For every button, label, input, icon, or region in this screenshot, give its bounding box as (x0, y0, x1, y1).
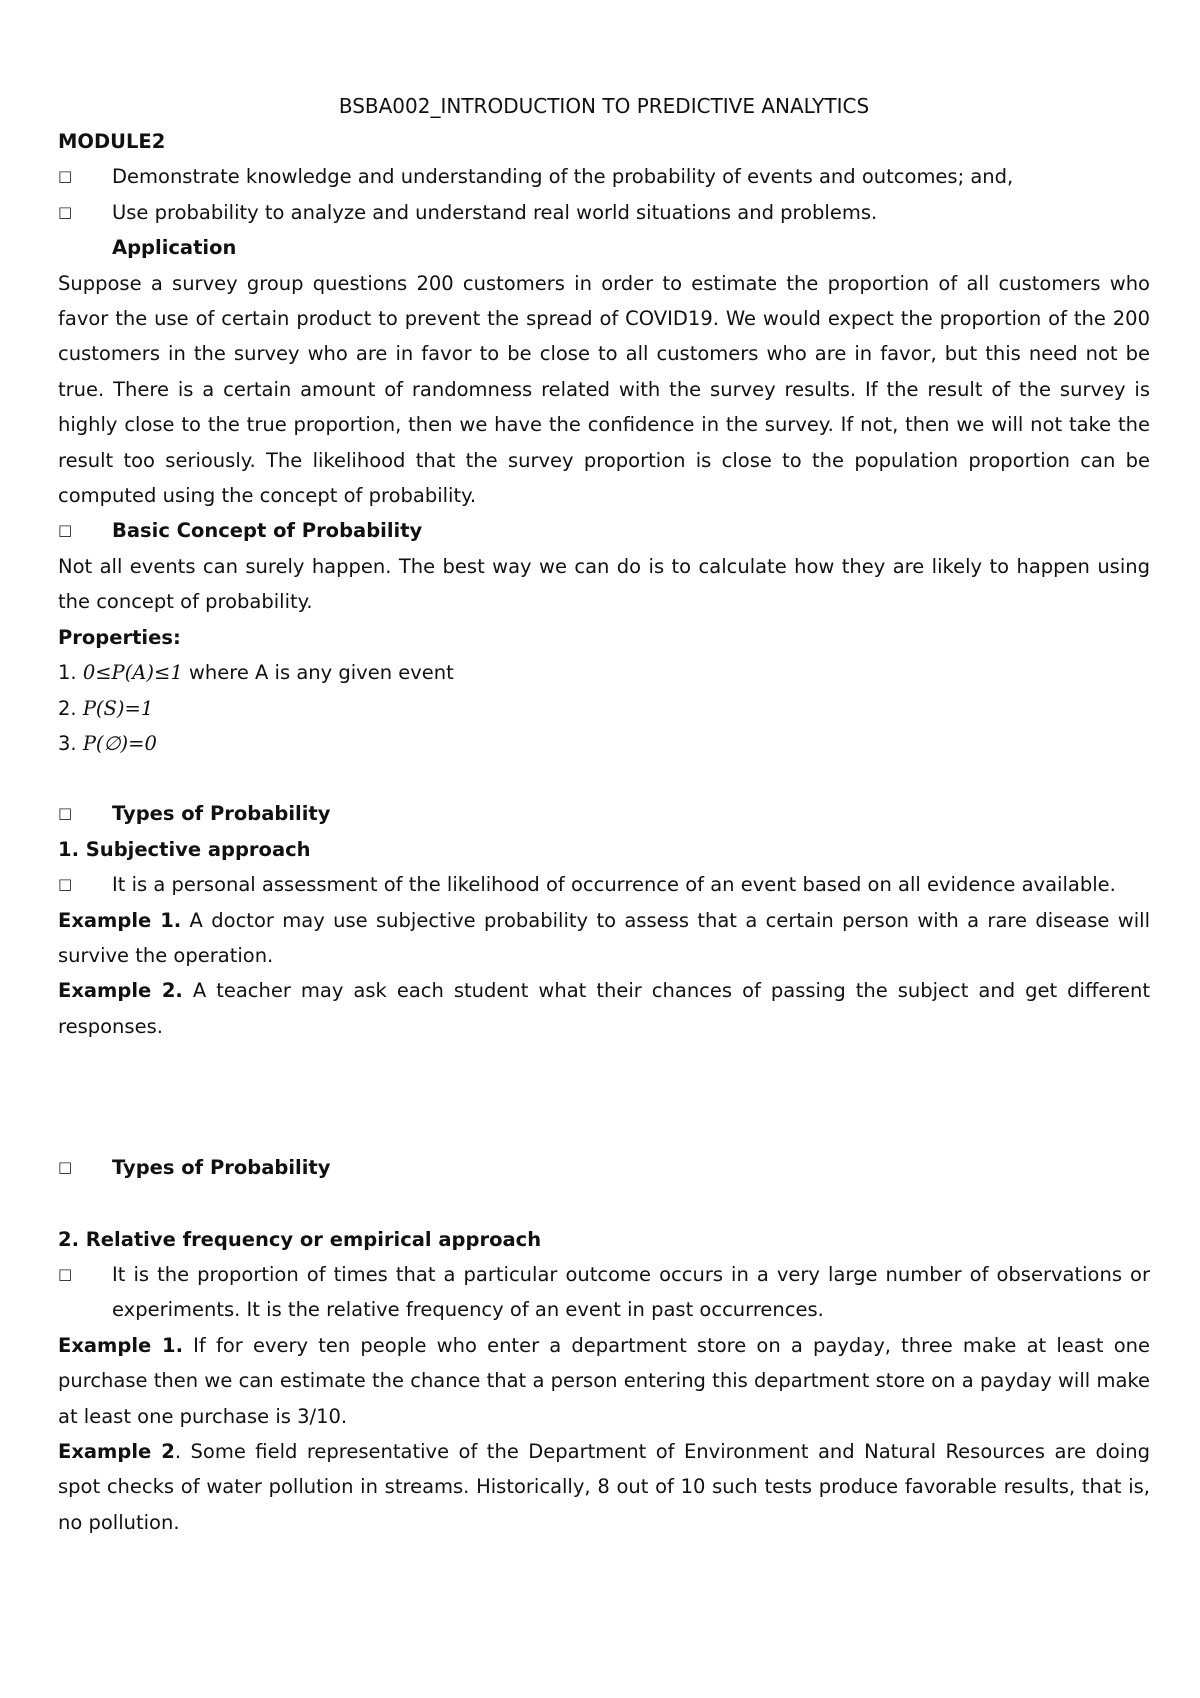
section-heading-row (58, 796, 1150, 831)
bullet-icon: □ (58, 202, 73, 221)
bullet-icon: □ (58, 521, 73, 540)
example-text: If for every ten people who enter a department store on a payday, three make at least one purchase then we can estimate the chance that a person entering this department store on a payday will make at least one purchase is 3/10. (58, 1333, 1150, 1428)
property-formula: 0≤P(A)≤1 (82, 661, 183, 685)
definition-item (58, 1257, 1150, 1328)
definition-text: It is the proportion of times that a particular outcome occurs in a very large number of observations or experiments. It is the relative frequency of an event in past occurrences. (112, 1262, 1150, 1322)
property-number: 3. (58, 731, 83, 755)
module-label: MODULE2 (58, 130, 166, 153)
spacer (58, 1044, 1150, 1150)
example-label: Example 2. (58, 979, 183, 1003)
spacer (58, 761, 1150, 796)
example-label: Example 1. (58, 908, 182, 932)
spacer (58, 1186, 1150, 1222)
example-paragraph (58, 1434, 1150, 1540)
objective-item (58, 159, 1150, 194)
example-label: Example 1. (58, 1333, 183, 1357)
example-text: . Some field representative of the Department of Environment and Natural Resources are doing spot checks of water pollution in streams. Historically, 8 out of 10 such tests produce favorable results, that is, no pollution. (58, 1440, 1150, 1534)
bullet-icon: □ (58, 875, 73, 894)
definition-text: It is a personal assessment of the likelihood of occurrence of an event based on all evidence available. (112, 873, 1116, 897)
bullet-icon: □ (58, 1264, 73, 1283)
basic-concept-heading: Basic Concept of Probability (112, 519, 423, 543)
example-paragraph (58, 973, 1150, 1044)
example-paragraph (58, 1328, 1150, 1434)
property-item (58, 655, 1150, 690)
bullet-icon: □ (58, 804, 73, 823)
property-number: 1. (58, 661, 83, 685)
bullet-icon: □ (58, 167, 73, 186)
example-paragraph (58, 903, 1150, 974)
document-title: BSBA002_INTRODUCTION TO PREDICTIVE ANALYTICS (338, 94, 870, 118)
objective-text: Demonstrate knowledge and understanding of the probability of events and outcomes; and, (112, 165, 1014, 189)
example-text: A doctor may use subjective probability to assess that a certain person with a rare disease will survive the operation. (58, 908, 1150, 967)
property-number: 2. (58, 696, 83, 720)
types-heading: Types of Probability (112, 802, 331, 826)
subjective-approach-heading: 1. Subjective approach (58, 837, 311, 861)
properties-heading: Properties: (58, 625, 181, 649)
application-paragraph: Suppose a survey group questions 200 customers in order to estimate the proportion of all customers who favor the use of certain product to prevent the spread of COVID19. We would expect the proportion of the 200 customers in the survey who are in favor to be close to all customers who are in favor, but this need not be true. There is a certain amount of randomness related with the survey results. If the result of the survey is highly close to the true proportion, then we have the confidence in the survey. If not, then we will not take the result too seriously. The likelihood that the survey proportion is close to the population proportion can be computed using the concept of probability. (58, 271, 1150, 508)
property-description: where A is any given event (182, 661, 454, 685)
types-heading: Types of Probability (112, 1156, 331, 1180)
application-heading: Application (112, 236, 237, 260)
objective-item (58, 195, 1150, 230)
basic-concept-paragraph: Not all events can surely happen. The best way we can do is to calculate how they are likely to happen using the concept of probability. (58, 554, 1150, 614)
example-label: Example 2 (58, 1440, 175, 1463)
bullet-icon: □ (58, 1158, 73, 1177)
section-heading-row (58, 513, 1150, 548)
property-formula: P(∅)=0 (82, 731, 157, 755)
objective-text: Use probability to analyze and understand real world situations and problems. (112, 200, 878, 224)
property-item (58, 691, 1150, 726)
example-text: A teacher may ask each student what their chances of passing the subject and get different responses. (58, 979, 1150, 1038)
definition-item (58, 867, 1150, 902)
empirical-approach-heading: 2. Relative frequency or empirical approach (58, 1227, 542, 1251)
property-item (58, 726, 1150, 761)
property-formula: P(S)=1 (82, 696, 154, 720)
document-page (58, 88, 1150, 1540)
section-heading-row (58, 1150, 1150, 1185)
